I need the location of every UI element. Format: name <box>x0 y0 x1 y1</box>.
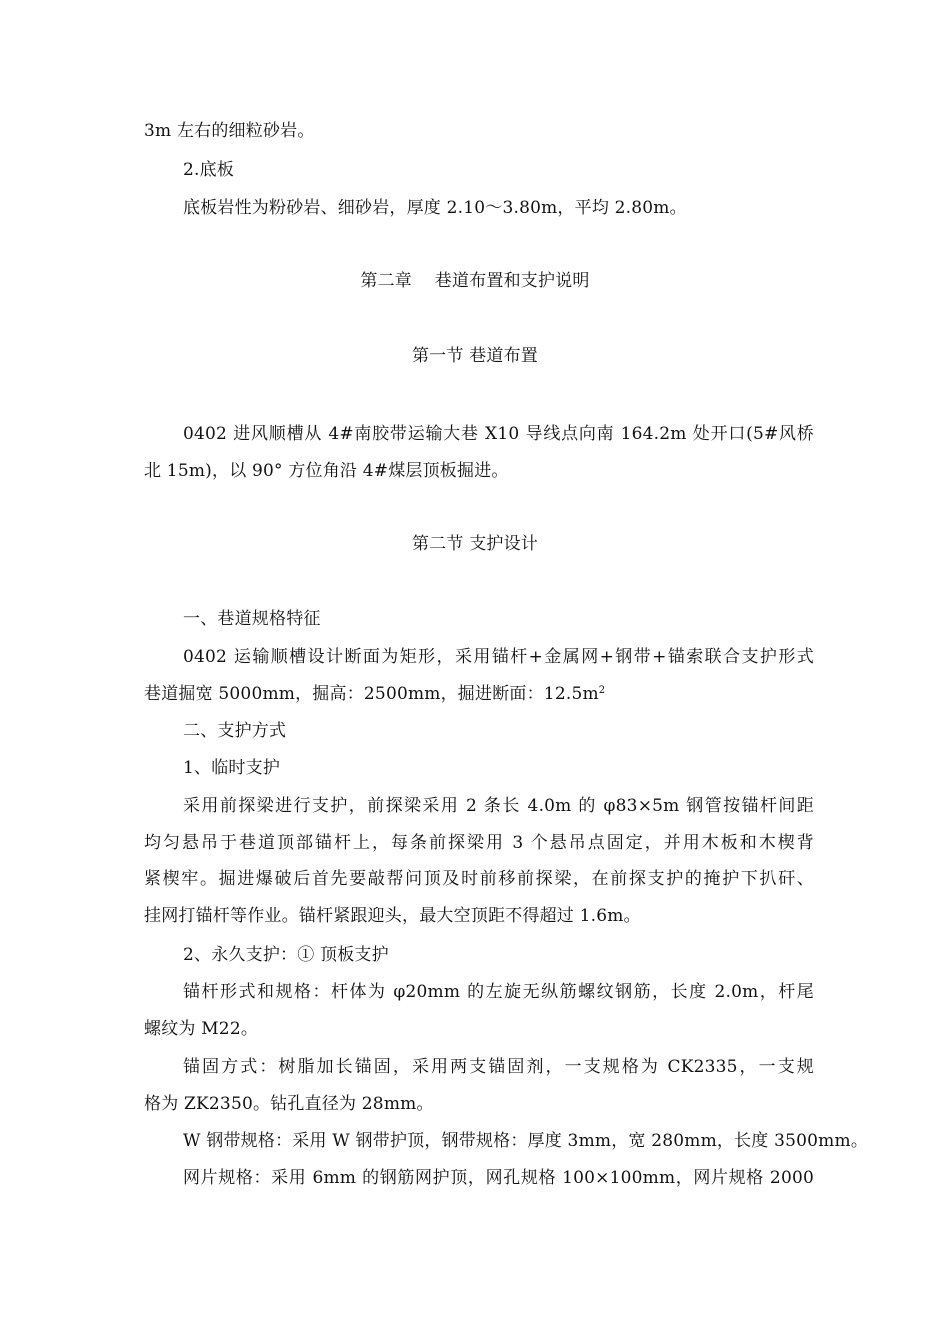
paragraph-line <box>144 683 814 705</box>
list-heading: 1、临时支护 <box>183 758 281 778</box>
chapter-title: 第二章 巷道布置和支护说明 <box>360 271 590 291</box>
superscript: 2 <box>598 685 606 696</box>
list-heading: 二、支护方式 <box>183 721 287 741</box>
paragraph-line: 3m 左右的细粒砂岩。 <box>144 121 315 141</box>
subsection-heading: 2.底板 <box>183 160 235 180</box>
paragraph-line: 格为 ZK2350。钻孔直径为 28mm。 <box>144 1094 434 1114</box>
section-title: 第一节 巷道布置 <box>411 346 538 366</box>
paragraph-line: 锚杆形式和规格：杆体为 φ20mm 的左旋无纵筋螺纹钢筋，长度 2.0m，杆尾 <box>183 982 814 1002</box>
paragraph-line: 底板岩性为粉砂岩、细砂岩，厚度 2.10～3.80m，平均 2.80m。 <box>183 198 687 218</box>
list-heading: 2、永久支护：① 顶板支护 <box>183 945 389 965</box>
paragraph-line: 螺纹为 M22。 <box>144 1019 259 1039</box>
paragraph-line: 网片规格：采用 6mm 的钢筋网护顶，网孔规格 100×100mm，网片规格 2000 <box>183 1168 814 1188</box>
paragraph-line: 挂网打锚杆等作业。锚杆紧跟迎头，最大空顶距不得超过 1.6m。 <box>144 906 641 926</box>
paragraph-line: 锚固方式：树脂加长锚固，采用两支锚固剂，一支规格为 CK2335，一支规 <box>183 1057 814 1077</box>
paragraph-line: W 钢带规格：采用 W 钢带护顶，钢带规格：厚度 3mm，宽 280mm，长度 3500mm。 <box>183 1131 869 1151</box>
list-heading: 一、巷道规格特征 <box>183 609 321 629</box>
paragraph-line: 0402 运输顺槽设计断面为矩形，采用锚杆+金属网+钢带+锚索联合支护形式 <box>183 647 814 667</box>
paragraph-line: 紧楔牢。掘进爆破后首先要敲帮问顶及时前移前探梁，在前探支护的掩护下扒矸、 <box>144 869 814 889</box>
section-title: 第二节 支护设计 <box>411 534 538 554</box>
paragraph-line: 0402 进风顺槽从 4#南胶带运输大巷 X10 导线点向南 164.2m 处开口(5#风桥 <box>183 424 814 444</box>
paragraph-line: 北 15m)，以 90° 方位角沿 4#煤层顶板掘进。 <box>144 461 509 481</box>
paragraph-line: 采用前探梁进行支护，前探梁采用 2 条长 4.0m 的 φ83×5m 钢管按锚杆间距 <box>183 796 814 816</box>
paragraph-text: 巷道掘宽 5000mm，掘高：2500mm，掘进断面：12.5m <box>144 684 599 704</box>
paragraph-line: 均匀悬吊于巷道顶部锚杆上，每条前探梁用 3 个悬吊点固定，并用木板和木楔背 <box>144 833 814 853</box>
